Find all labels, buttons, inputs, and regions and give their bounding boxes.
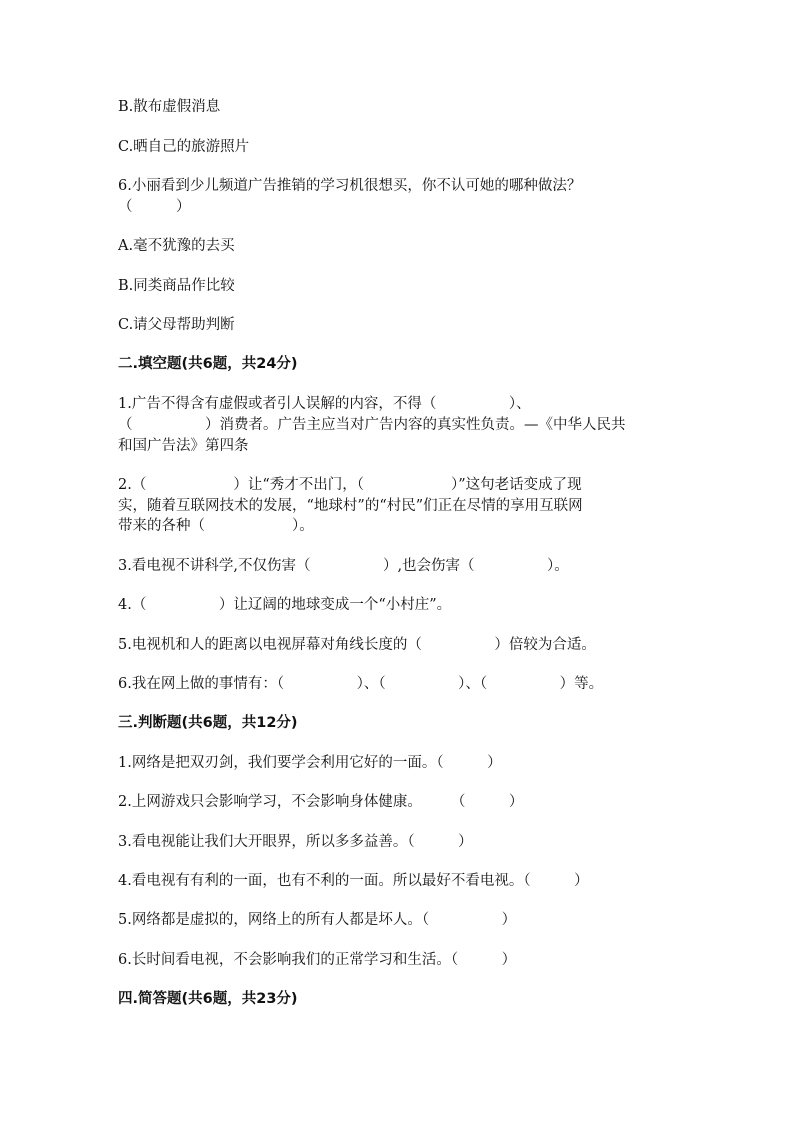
section-judgement-heading: 三.判断题(共6题，共12分)	[118, 715, 298, 731]
fill-q2-line3: 带来的各种（ ）。	[118, 518, 314, 534]
fill-q2-line1: 2.（ ）让“秀才不出门，（ ）”这句老话变成了现	[118, 477, 582, 493]
exam-page	[118, 0, 678, 1123]
q6-option-a: A.毫不犹豫的去买	[118, 238, 235, 254]
q6-option-b: B.同类商品作比较	[118, 278, 235, 294]
q5-option-c: C.晒自己的旅游照片	[118, 139, 250, 155]
fill-q1-line1: 1.广告不得含有虚假或者引人误解的内容，不得（ ）、	[118, 396, 531, 412]
section-fill-blank-heading: 二.填空题(共6题，共24分)	[118, 356, 298, 372]
judge-q5: 5.网络都是虚拟的，网络上的所有人都是坏人。（ ）	[118, 912, 517, 928]
judge-q6: 6.长时间看电视，不会影响我们的正常学习和生活。（ ）	[118, 952, 517, 968]
judge-q4: 4.看电视有有利的一面，也有不利的一面。所以最好不看电视。（ ）	[118, 873, 589, 889]
judge-q2: 2.上网游戏只会影响学习，不会影响身体健康。 （ ）	[118, 794, 524, 810]
q6-text: 6.小丽看到少儿频道广告推销的学习机很想买，你不认可她的哪种做法？	[118, 178, 582, 194]
q6-answer-blank: （ ）	[118, 199, 191, 215]
fill-q1-line3: 和国广告法》第四条	[118, 438, 249, 454]
judge-q3: 3.看电视能让我们大开眼界，所以多多益善。（ ）	[118, 834, 473, 850]
fill-q3: 3.看电视不讲科学,不仅伤害（ ）,也会伤害（ ）。	[118, 558, 569, 574]
q5-option-b: B.散布虚假消息	[118, 99, 221, 115]
fill-q5: 5.电视机和人的距离以电视屏幕对角线长度的（ ）倍较为合适。	[118, 637, 596, 653]
judge-q1: 1.网络是把双刃剑，我们要学会利用它好的一面。（ ）	[118, 755, 502, 771]
fill-q4: 4.（ ）让辽阔的地球变成一个“小村庄”。	[118, 597, 452, 613]
fill-q2-line2: 实，随着互联网技术的发展，“地球村”的“村民”们正在尽情的享用互联网	[118, 498, 583, 514]
fill-q6: 6.我在网上做的事情有：（ ）、（ ）、（ ）等。	[118, 676, 604, 692]
fill-q1-line2: （ ）消费者。广告主应当对广告内容的真实性负责。—《中华人民共	[118, 417, 626, 433]
section-short-answer-heading: 四.简答题(共6题，共23分)	[118, 991, 298, 1007]
q6-option-c: C.请父母帮助判断	[118, 317, 235, 333]
